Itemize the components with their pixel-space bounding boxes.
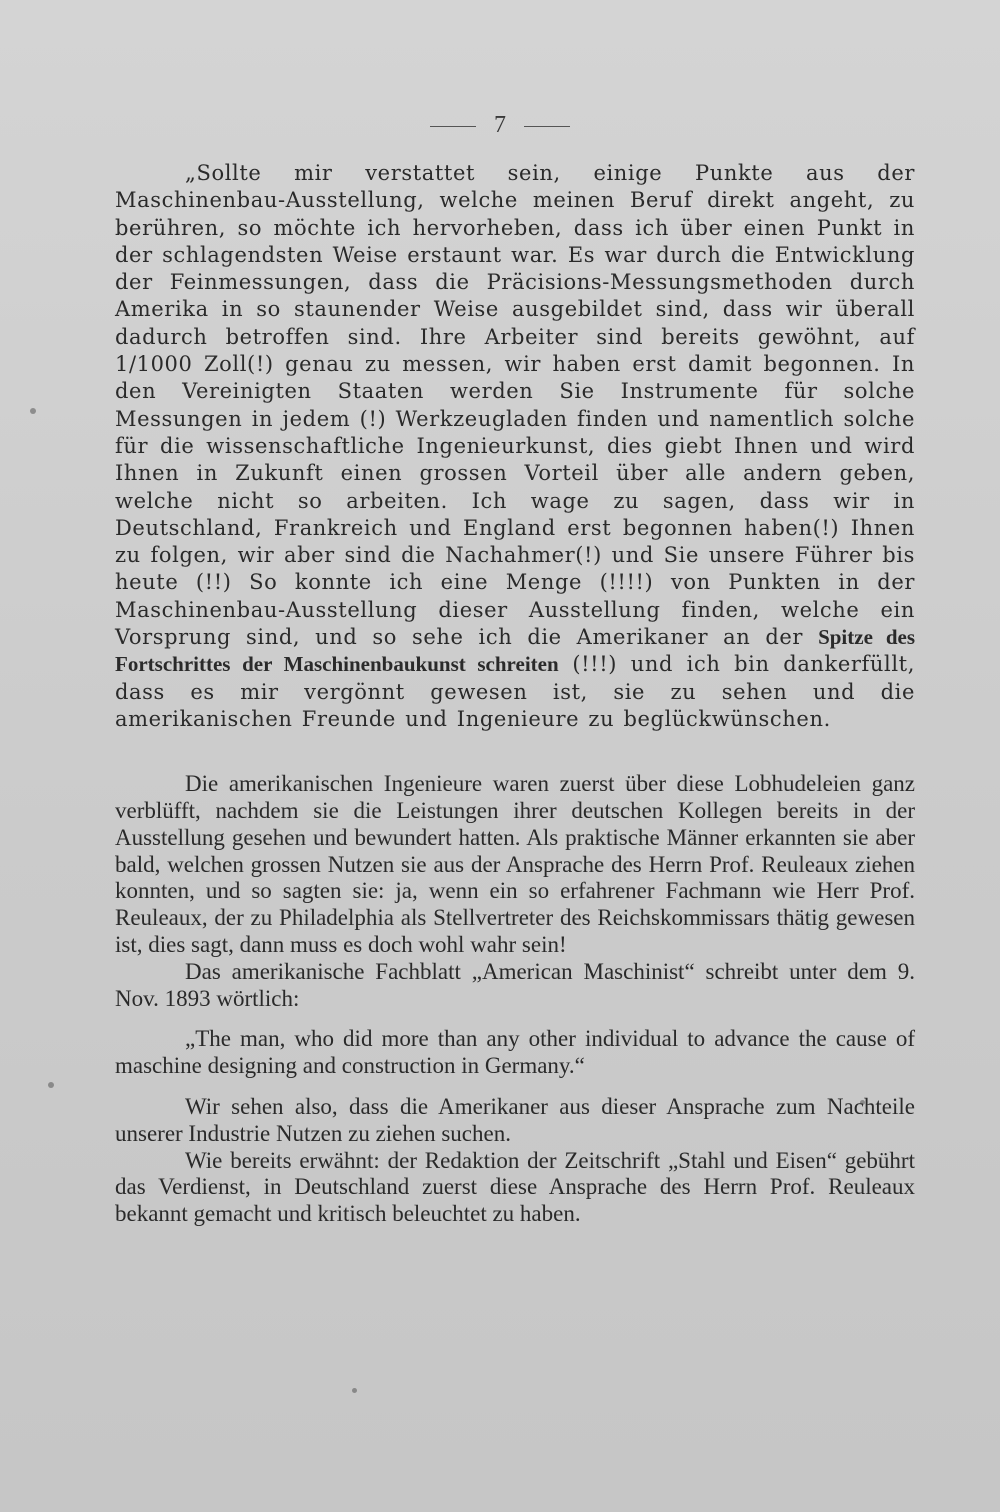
paragraph: Die amerikanischen Ingenieure waren zuerst über diese Lobhudeleien ganz verblüfft, nachdem sie die Leistungen ihrer deutschen Kollegen bereits in der Ausstellung gesehen und bewundert hatten. Als praktische Männer erkannten sie aber bald, welchen grossen Nutzen sie aus der Ansprache des Herrn Prof. Reuleaux ziehen konnten, und so sagten sie: ja, wenn ein so erfahrener Fachmann wie Herr Prof. Reuleaux, der zu Philadelphia als Stellvertreter des Reichskommissars thätig gewesen ist, dies sagt, dann muss es doch wohl wahr sein! [115,771,915,958]
english-quote-paragraph: „The man, who did more than any other individual to advance the cause of maschine designing and construction in Germany.“ [115,1026,915,1079]
quote-bold-phrase: Spitze des Fortschrittes der Maschinenbaukunst schreiten [115,625,916,677]
paragraph: Das amerikanische Fachblatt „American Maschinist“ schreibt unter dem 9. Nov. 1893 wörtlich: [115,958,915,1011]
paper-speck [48,1082,54,1088]
paragraph: Wie bereits erwähnt: der Redaktion der Zeitschrift „Stahl und Eisen“ gebührt das Verdienst, in Deutschland zuerst diese Ansprache des Herrn Prof. Reuleaux bekannt gemacht und kritisch beleuchtet zu haben. [115,1147,915,1227]
quoted-speech-paragraph [115,160,915,733]
quote-text-start: „Sollte mir verstattet sein, einige Punkte aus der Maschinenbau-Ausstellung, welche meinen Beruf direkt angeht, zu berühren, so möchte ich hervorheben, dass ich über einen Punkt in der schlagendsten Weise erstaunt war. Es war durch die Entwicklung der Feinmessungen, dass die Präcisions-Messungsmethoden durch Amerika in so staunender Weise ausgebildet sind, dass wir überall dadurch betroffen sind. Ihre Arbeiter sind bereits gewöhnt, auf 1/1000 Zoll(!) genau zu messen, wir haben erst damit begonnen. In den Vereinigten Staaten werden Sie Instrumente für solche Messungen in jedem (!) Werkzeugladen finden und namentlich solche für die wissenschaftliche Ingenieurkunst, dies giebt Ihnen und wird Ihnen in Zukunft einen grossen Vorteil über alle andern geben, welche nicht so arbeiten. Ich wage zu sagen, dass wir in Deutschland, Frankreich und England erst begonnen haben(!) Ihnen zu folgen, wir aber sind die Nachahmer(!) und Sie unsere Führer bis heute (!!) So konnte ich eine Menge (!!!!) von Punkten in der Maschinenbau-Ausstellung dieser Ausstellung finden, welche ein Vorsprung sind, und so sehe ich die Amerikaner an der [115,161,915,650]
page-number: 7 [494,112,506,138]
header-dash-right [524,126,570,127]
header-dash-left [430,126,476,127]
paper-speck [352,1388,357,1393]
quote-text-end: (!!!) und ich bin dankerfüllt, dass es mir vergönnt gewesen ist, sie zu sehen und die amerikanischen Freunde und Ingenieure zu beglückwünschen. [115,652,915,731]
page-content [115,160,915,1228]
page-number-header [0,112,1000,139]
paragraph: Wir sehen also, dass die Amerikaner aus dieser Ansprache zum Nachteile unserer Industrie Nutzen zu ziehen suchen. [115,1094,915,1146]
paper-speck [30,408,36,414]
